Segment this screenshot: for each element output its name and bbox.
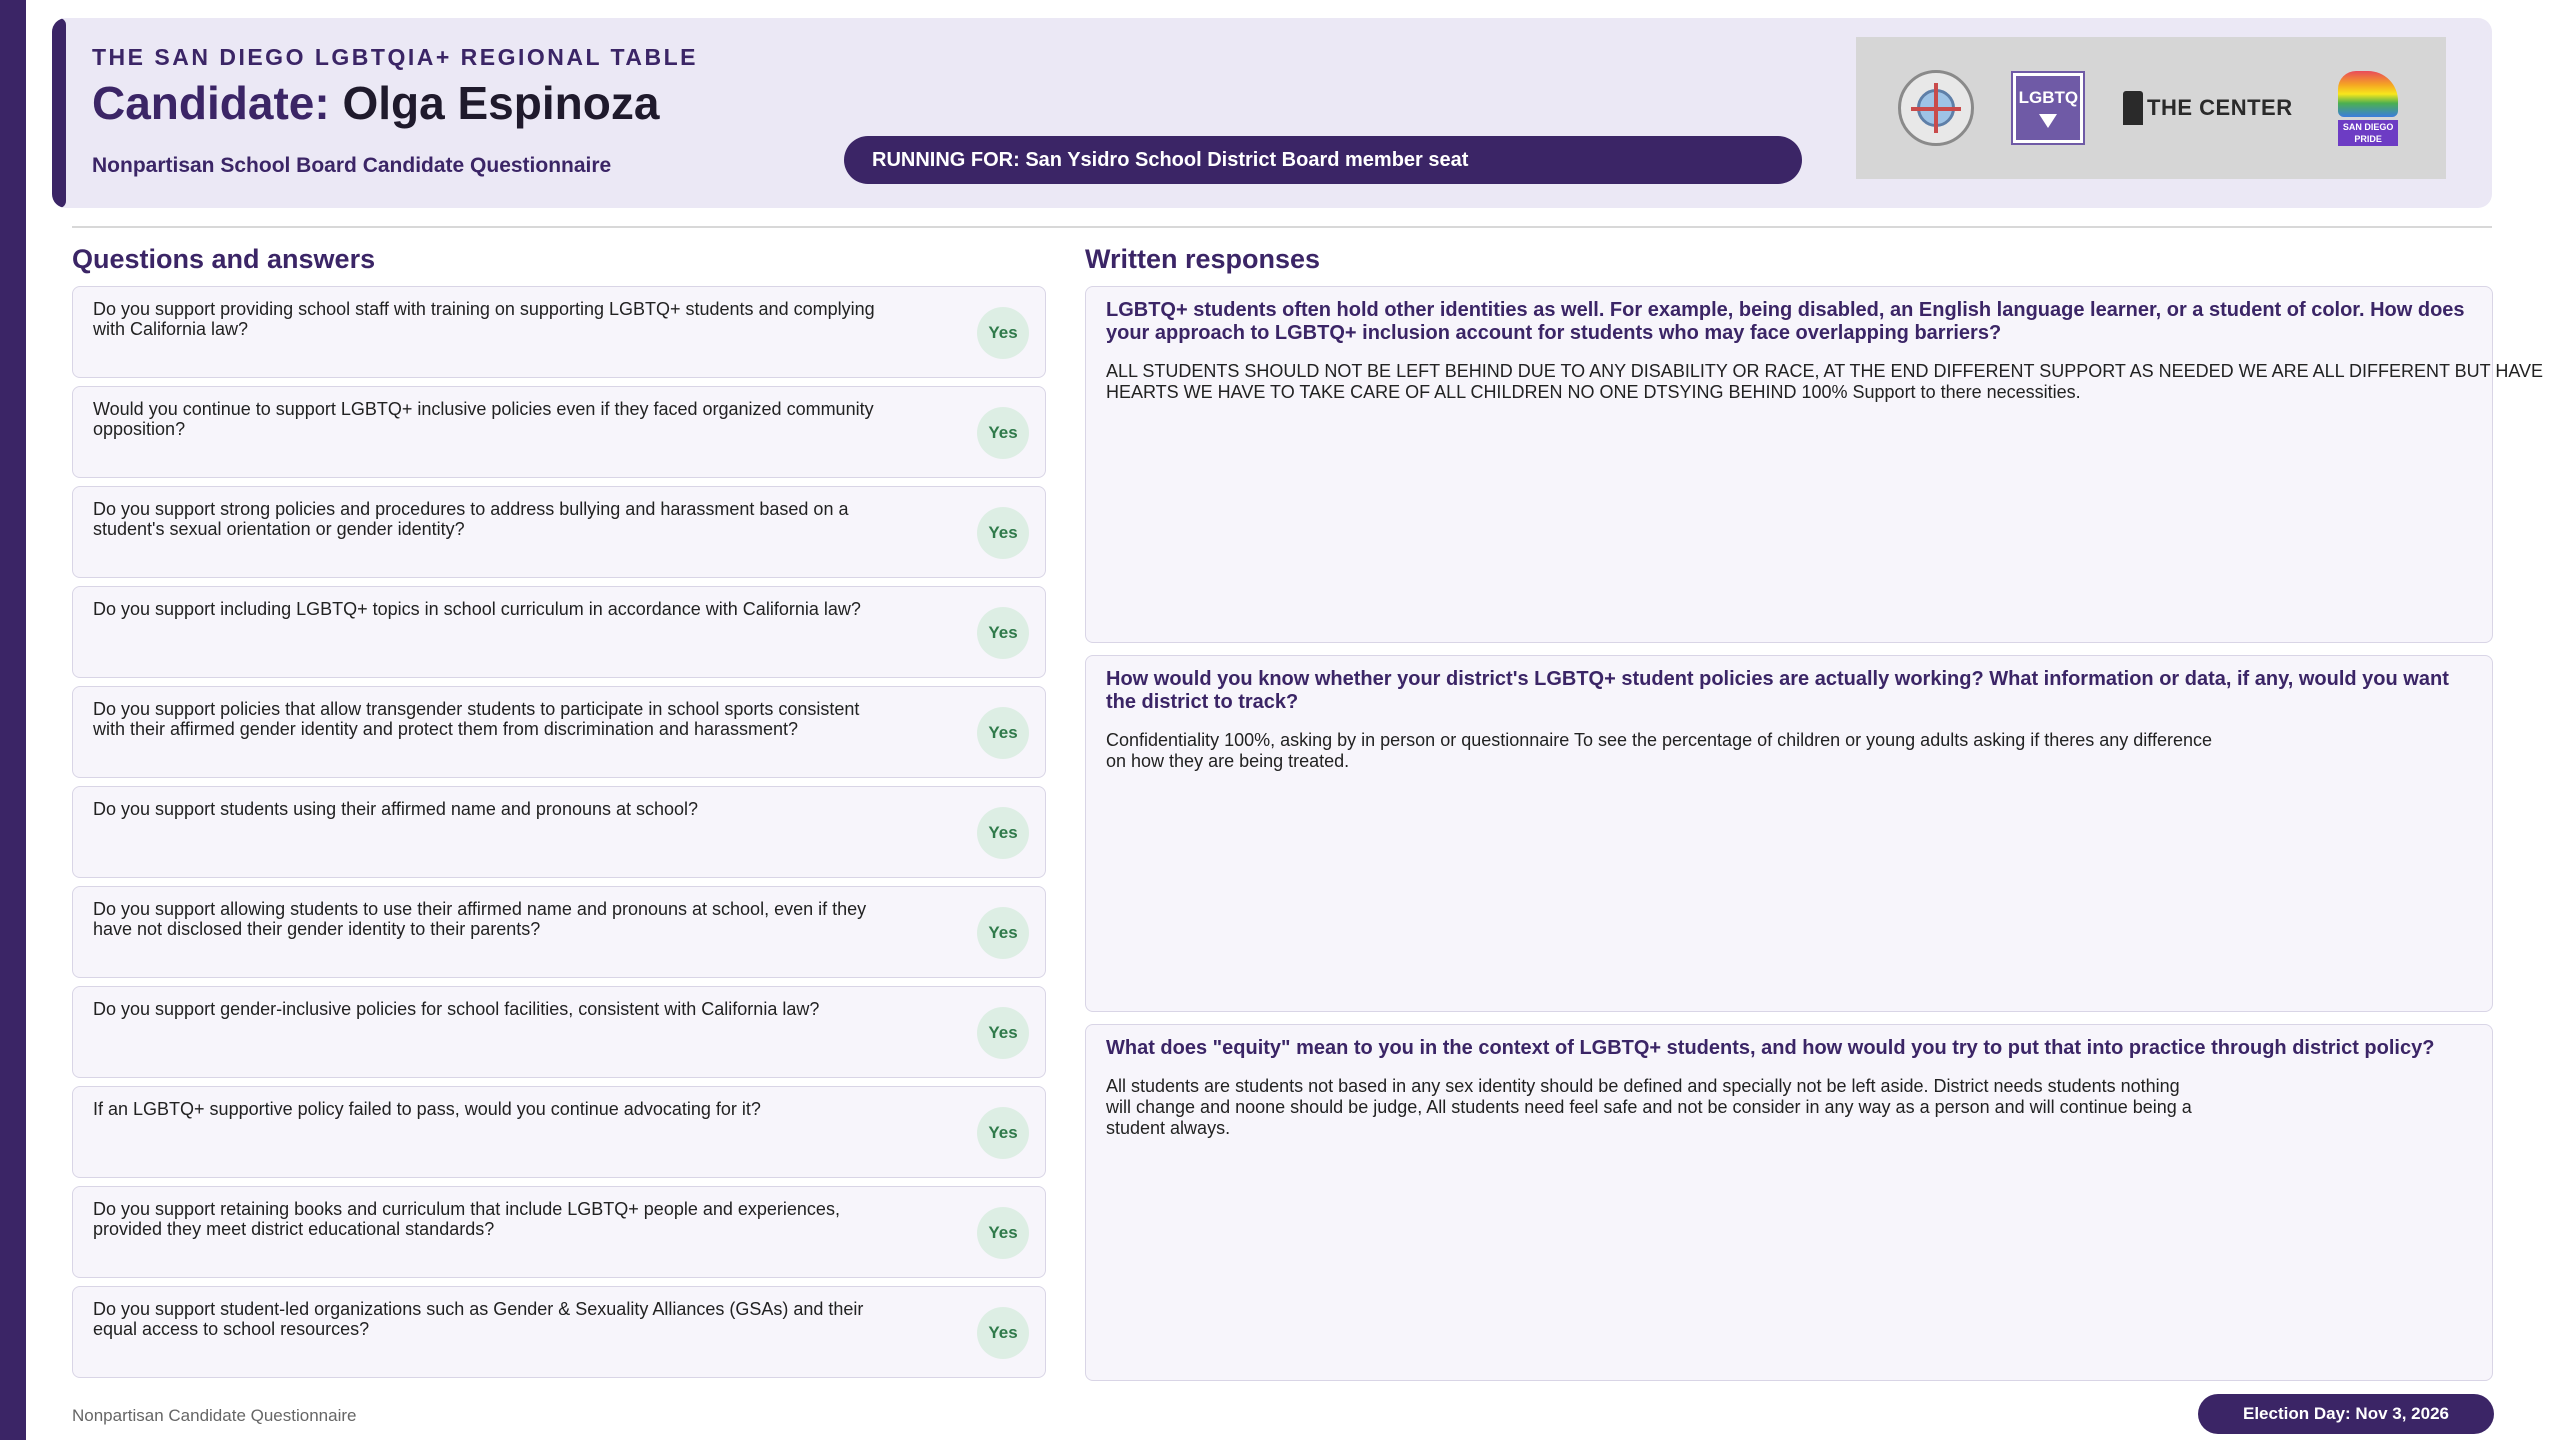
- questionnaire-subtitle: Nonpartisan School Board Candidate Questionnaire: [92, 154, 612, 177]
- question-text: Do you support allowing students to use their affirmed name and pronouns at school, even if they have not disclosed their gender identity to their parents?: [93, 899, 867, 939]
- answer-badge: Yes: [977, 807, 1029, 859]
- answer-badge: Yes: [977, 607, 1029, 659]
- response-answer-line: HEARTS WE HAVE TO TAKE CARE OF ALL CHILDREN NO ONE DTSYING BEHIND 100% Support to there necessities.: [1106, 382, 2081, 402]
- running-for-badge: RUNNING FOR: San Ysidro School District Board member seat: [844, 136, 1802, 184]
- org-name: THE SAN DIEGO LGBTQIA+ REGIONAL TABLE: [92, 44, 698, 70]
- response-question: LGBTQ+ students often hold other identities as well. For example, being disabled, an English language learner, or a student of color. How does your approach to LGBTQ+ inclusion account for students who may face overlapping barriers?: [1106, 299, 2465, 344]
- question-text: Do you support providing school staff with training on supporting LGBTQ+ students and complying with California law?: [93, 299, 875, 339]
- response-card: [1085, 655, 2493, 1012]
- header-accent-stripe: [52, 18, 66, 208]
- questions-list: [72, 286, 1046, 1386]
- response-answer-line: Confidentiality 100%, asking by in person or questionnaire To see the percentage of children or young adults asking if theres any difference: [1106, 730, 2213, 750]
- question-card: [72, 286, 1046, 378]
- left-accent-bar: [0, 0, 26, 1440]
- header-divider: [72, 226, 2492, 228]
- response-card: [1085, 286, 2544, 643]
- response-answer-line: student always.: [1106, 1118, 1231, 1138]
- family-support-seal-logo: [1898, 70, 1974, 146]
- the-center-logo: [2123, 91, 2293, 125]
- answer-badge: Yes: [977, 407, 1029, 459]
- question-text: Do you support strong policies and procedures to address bullying and harassment based on a student's sexual orientation or gender identity?: [93, 499, 849, 539]
- question-card: [72, 586, 1046, 678]
- question-text: Do you support gender-inclusive policies for school facilities, consistent with California law?: [93, 999, 820, 1019]
- answer-badge: Yes: [977, 1007, 1029, 1059]
- question-card: [72, 786, 1046, 878]
- question-card: [72, 1186, 1046, 1278]
- question-text: If an LGBTQ+ supportive policy failed to pass, would you continue advocating for it?: [93, 1099, 761, 1119]
- response-answer: [1106, 361, 2544, 403]
- question-text: Do you support student-led organizations such as Gender & Sexuality Alliances (GSAs) and their equal access to school resources?: [93, 1299, 864, 1339]
- response-answer-line: ALL STUDENTS SHOULD NOT BE LEFT BEHIND DUE TO ANY DISABILITY OR RACE, AT THE END DIFFERENT SUPPORT AS NEEDED WE ARE ALL DIFFERENT BUT HAVE: [1106, 361, 2544, 381]
- answer-badge: Yes: [977, 1307, 1029, 1359]
- lgbtq-logo-text: LGBTQ: [2018, 88, 2079, 107]
- question-text: Do you support policies that allow transgender students to participate in school sports consistent with their affirmed gender identity and protect them from discrimination and harassment?: [93, 699, 860, 739]
- header-banner: [52, 18, 2492, 208]
- footer-caption: Nonpartisan Candidate Questionnaire: [72, 1406, 357, 1425]
- question-card: [72, 486, 1046, 578]
- candidate-name: Olga Espinoza: [342, 77, 660, 129]
- answer-badge: Yes: [977, 707, 1029, 759]
- question-card: [72, 986, 1046, 1078]
- response-card: [1085, 1024, 2493, 1381]
- answer-badge: Yes: [977, 307, 1029, 359]
- candidate-label: Candidate:: [92, 77, 330, 129]
- san-diego-pride-logo-text: SAN DIEGO PRIDE: [2338, 120, 2398, 146]
- response-answer: [1106, 1076, 2192, 1139]
- response-answer-line: will change and noone should be judge, All students need feel safe and not be consider in any way as a person and will continue being a: [1106, 1097, 2192, 1117]
- response-answer: [1106, 730, 2212, 772]
- partner-logos: [1856, 37, 2446, 179]
- responses-list: [1085, 286, 2544, 1393]
- candidate-heading: [92, 76, 659, 130]
- election-day-badge: Election Day: Nov 3, 2026: [2198, 1394, 2494, 1434]
- answer-badge: Yes: [977, 907, 1029, 959]
- question-text: Would you continue to support LGBTQ+ inclusive policies even if they faced organized community opposition?: [93, 399, 874, 439]
- answer-badge: Yes: [977, 1207, 1029, 1259]
- questions-section-title: Questions and answers: [72, 244, 376, 274]
- question-card: [72, 1286, 1046, 1378]
- question-card: [72, 1086, 1046, 1178]
- question-text: Do you support students using their affirmed name and pronouns at school?: [93, 799, 699, 819]
- response-question: What does "equity" mean to you in the context of LGBTQ+ students, and how would you try to put that into practice through district policy?: [1106, 1037, 2435, 1059]
- lgbtq-logo: [2013, 73, 2083, 143]
- response-question: How would you know whether your district's LGBTQ+ student policies are actually working? What information or data, if any, would you want the district to track?: [1106, 668, 2449, 713]
- san-diego-pride-logo: [2332, 71, 2404, 146]
- question-card: [72, 386, 1046, 478]
- question-text: Do you support including LGBTQ+ topics in school curriculum in accordance with California law?: [93, 599, 861, 619]
- question-card: [72, 686, 1046, 778]
- question-card: [72, 886, 1046, 978]
- response-answer-line: on how they are being treated.: [1106, 751, 1350, 771]
- question-text: Do you support retaining books and curriculum that include LGBTQ+ people and experiences, provided they meet district educational standards?: [93, 1199, 840, 1239]
- the-center-logo-text: THE CENTER: [2147, 95, 2293, 120]
- responses-section-title: Written responses: [1085, 244, 1321, 274]
- answer-badge: Yes: [977, 507, 1029, 559]
- answer-badge: Yes: [977, 1107, 1029, 1159]
- response-answer-line: All students are students not based in any sex identity should be defined and specially not be left aside. District needs students nothing: [1106, 1076, 2180, 1096]
